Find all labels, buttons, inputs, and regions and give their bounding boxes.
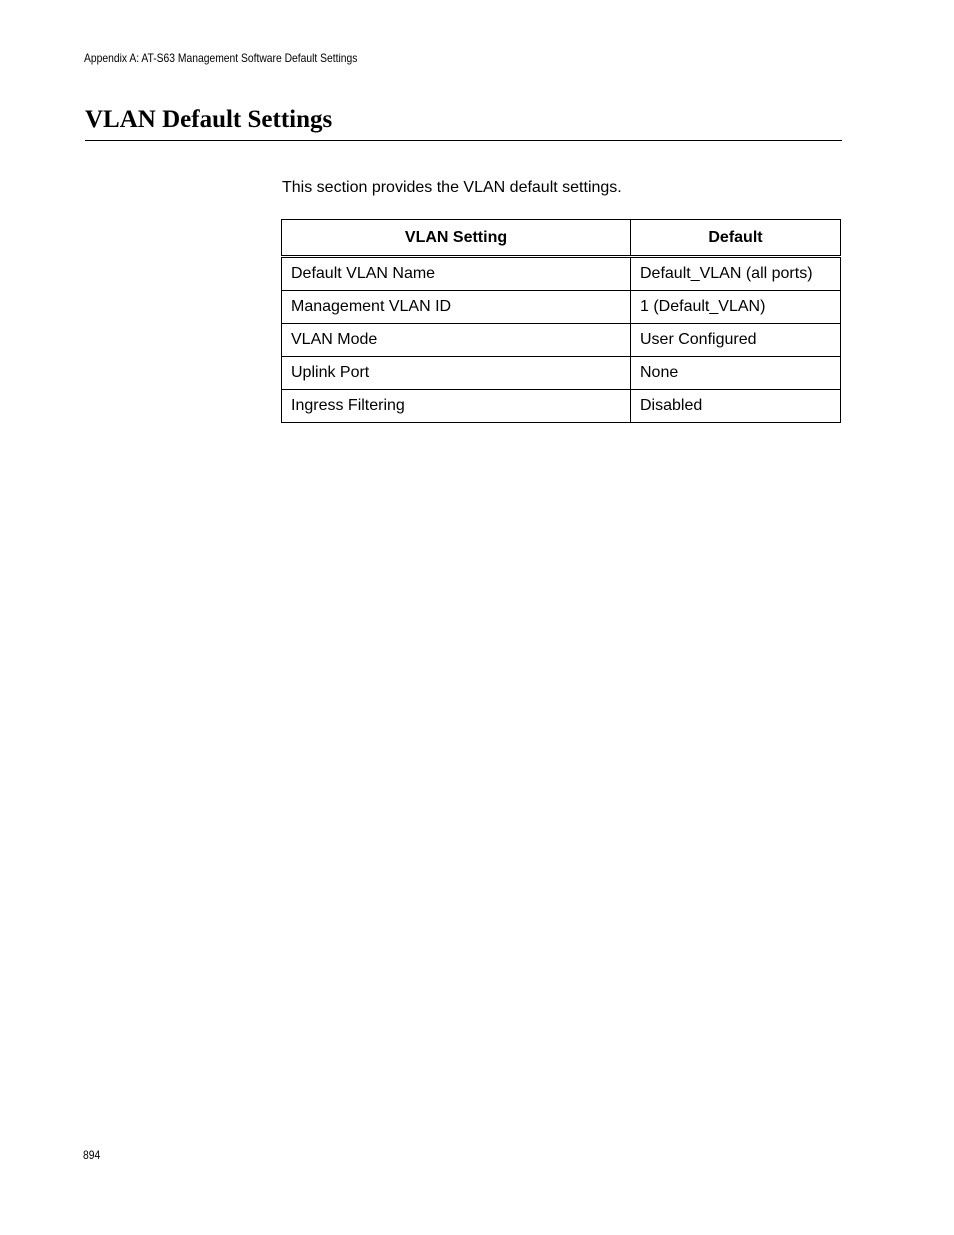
default-cell: User Configured xyxy=(631,324,841,357)
column-header-setting: VLAN Setting xyxy=(282,220,631,257)
section-title: VLAN Default Settings xyxy=(85,106,333,133)
setting-cell: VLAN Mode xyxy=(282,324,631,357)
table-header-row xyxy=(282,220,841,257)
running-header: Appendix A: AT-S63 Management Software Default Settings xyxy=(84,51,358,65)
setting-cell: Management VLAN ID xyxy=(282,291,631,324)
default-cell: None xyxy=(631,357,841,390)
vlan-default-settings-table xyxy=(281,219,841,423)
table-row xyxy=(282,357,841,390)
table-row xyxy=(282,257,841,291)
default-cell: Disabled xyxy=(631,390,841,423)
default-cell: 1 (Default_VLAN) xyxy=(631,291,841,324)
setting-cell: Default VLAN Name xyxy=(282,257,631,291)
title-divider xyxy=(85,140,842,141)
intro-paragraph: This section provides the VLAN default settings. xyxy=(282,179,622,196)
setting-cell: Ingress Filtering xyxy=(282,390,631,423)
table-row xyxy=(282,390,841,423)
setting-cell: Uplink Port xyxy=(282,357,631,390)
default-cell: Default_VLAN (all ports) xyxy=(631,257,841,291)
table-row xyxy=(282,291,841,324)
page-number: 894 xyxy=(83,1148,101,1162)
column-header-default: Default xyxy=(631,220,841,257)
table-row xyxy=(282,324,841,357)
